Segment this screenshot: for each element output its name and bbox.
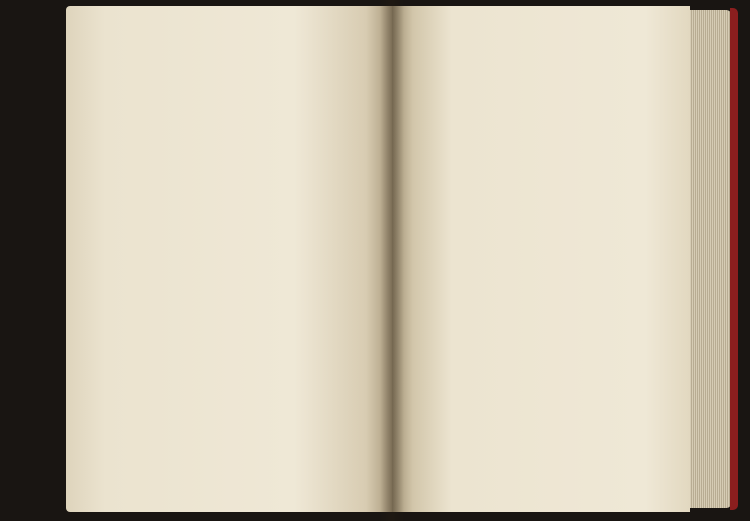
- right-page: [392, 6, 690, 512]
- book-spine: [380, 0, 404, 521]
- left-page: [66, 6, 392, 512]
- book-cover-edge: [730, 8, 738, 510]
- page-edges: [688, 10, 732, 508]
